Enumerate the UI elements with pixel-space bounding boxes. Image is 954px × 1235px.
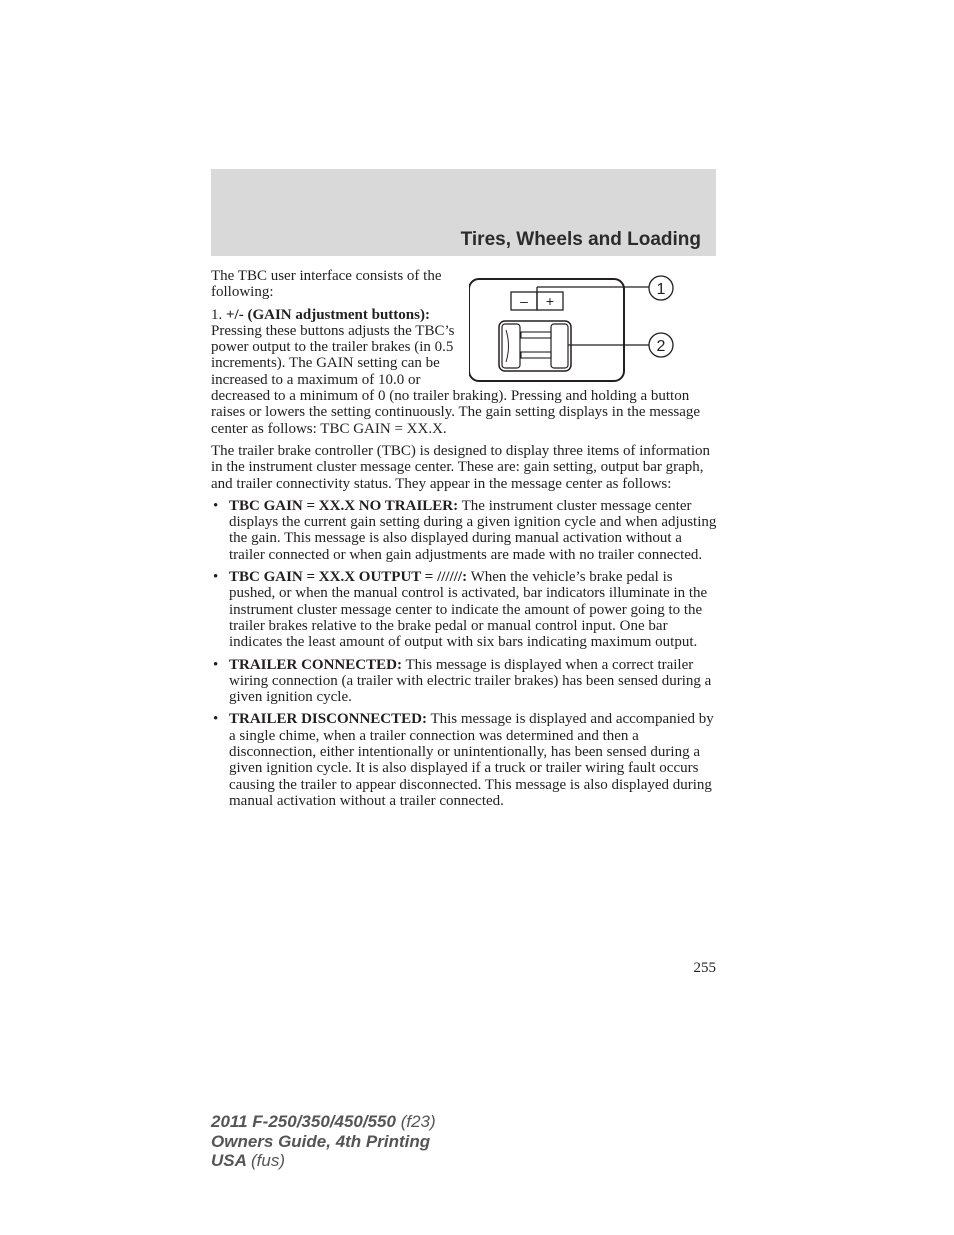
footer-line-region — [211, 1151, 436, 1171]
page-content — [211, 268, 717, 815]
message-text: This message is displayed when a correct trailer wiring connection (a trailer with electric trailer brakes) has been sensed during a given ignition cycle. — [229, 656, 712, 706]
intro-paragraph: The TBC user interface consists of the following: — [211, 268, 442, 301]
page-number: 255 — [693, 960, 716, 976]
section-title: Tires, Wheels and Loading — [460, 229, 701, 250]
gain-buttons-term: +/- (GAIN adjustment buttons): — [226, 306, 430, 323]
tbc-overview-paragraph: The trailer brake controller (TBC) is designed to display three items of information in the instrument cluster message center. These are: gain setting, output bar graph, and trailer connectivity status. They appear in the message center as follows: — [211, 442, 711, 492]
message-text: When the vehicle’s brake pedal is pushed, or when the manual control is activated, bar indicators illuminate in the instrument cluster message center to indicate the amount of power going to the trailer brakes relative to the brake pedal or manual control input. One bar indicates the least amount of output with six bars indicating maximum output. — [229, 569, 708, 651]
message-text: The instrument cluster message center displays the current gain setting during a given ignition cycle and when adjusting the gain. This message is also displayed during manual activation without a trailer connected or when gain adjustments are made with no trailer connected. — [229, 497, 717, 563]
callout-2-label: 2 — [656, 338, 666, 355]
message-term: TBC GAIN = XX.X OUTPUT = //////: — [229, 569, 468, 586]
manual-control-housing — [499, 321, 571, 371]
message-term: TRAILER CONNECTED: — [229, 656, 402, 673]
footer-line-model — [211, 1112, 436, 1132]
message-item-disconnected — [211, 711, 717, 809]
tbc-diagram — [469, 268, 717, 384]
item-number: 1. — [211, 306, 223, 323]
footer-region-code: (fus) — [251, 1151, 285, 1170]
manual-control-lever — [502, 324, 520, 368]
slider-rail-top — [521, 332, 551, 338]
message-term: TBC GAIN = XX.X NO TRAILER: — [229, 497, 459, 514]
footer-model-code: (f23) — [400, 1112, 436, 1131]
gain-buttons-text: Pressing these buttons adjusts the TBC’s power output to the trailer brakes (in 0.5 increments). The GAIN setting can be increased to a maximum of 10.0 or decreased to a minimum of 0 (no trailer braking). Pressing and holding a button raises or lowers the setting continuously. The gain setting displays in the message center as follows: TBC GAIN = XX.X. — [211, 322, 701, 437]
section-header-band — [211, 169, 716, 256]
footer-region: USA — [211, 1151, 247, 1170]
footer-line-printing: Owners Guide, 4th Printing — [211, 1131, 431, 1151]
message-item-output — [211, 569, 717, 650]
message-term: TRAILER DISCONNECTED: — [229, 711, 427, 728]
document-footer — [211, 1112, 436, 1171]
manual-control-stop — [551, 324, 568, 368]
message-item-no-trailer — [211, 498, 717, 563]
plus-glyph: + — [545, 293, 555, 309]
callout-1-label: 1 — [656, 281, 666, 298]
message-list — [211, 498, 717, 809]
footer-model: 2011 F-250/350/450/550 — [211, 1112, 396, 1131]
message-item-connected — [211, 657, 717, 706]
message-text: This message is displayed and accompanied by a single chime, when a trailer connection was determined and then a disconnection, either intentionally or unintentionally, has been sensed during a given ignition cycle. It is also displayed if a truck or trailer wiring fault occurs causing the trailer to appear disconnected. This message is also displayed during manual activation without a trailer connected. — [229, 711, 714, 809]
minus-glyph: – — [520, 293, 528, 309]
slider-rail-bottom — [521, 352, 551, 358]
lever-grip-icon — [506, 330, 509, 362]
